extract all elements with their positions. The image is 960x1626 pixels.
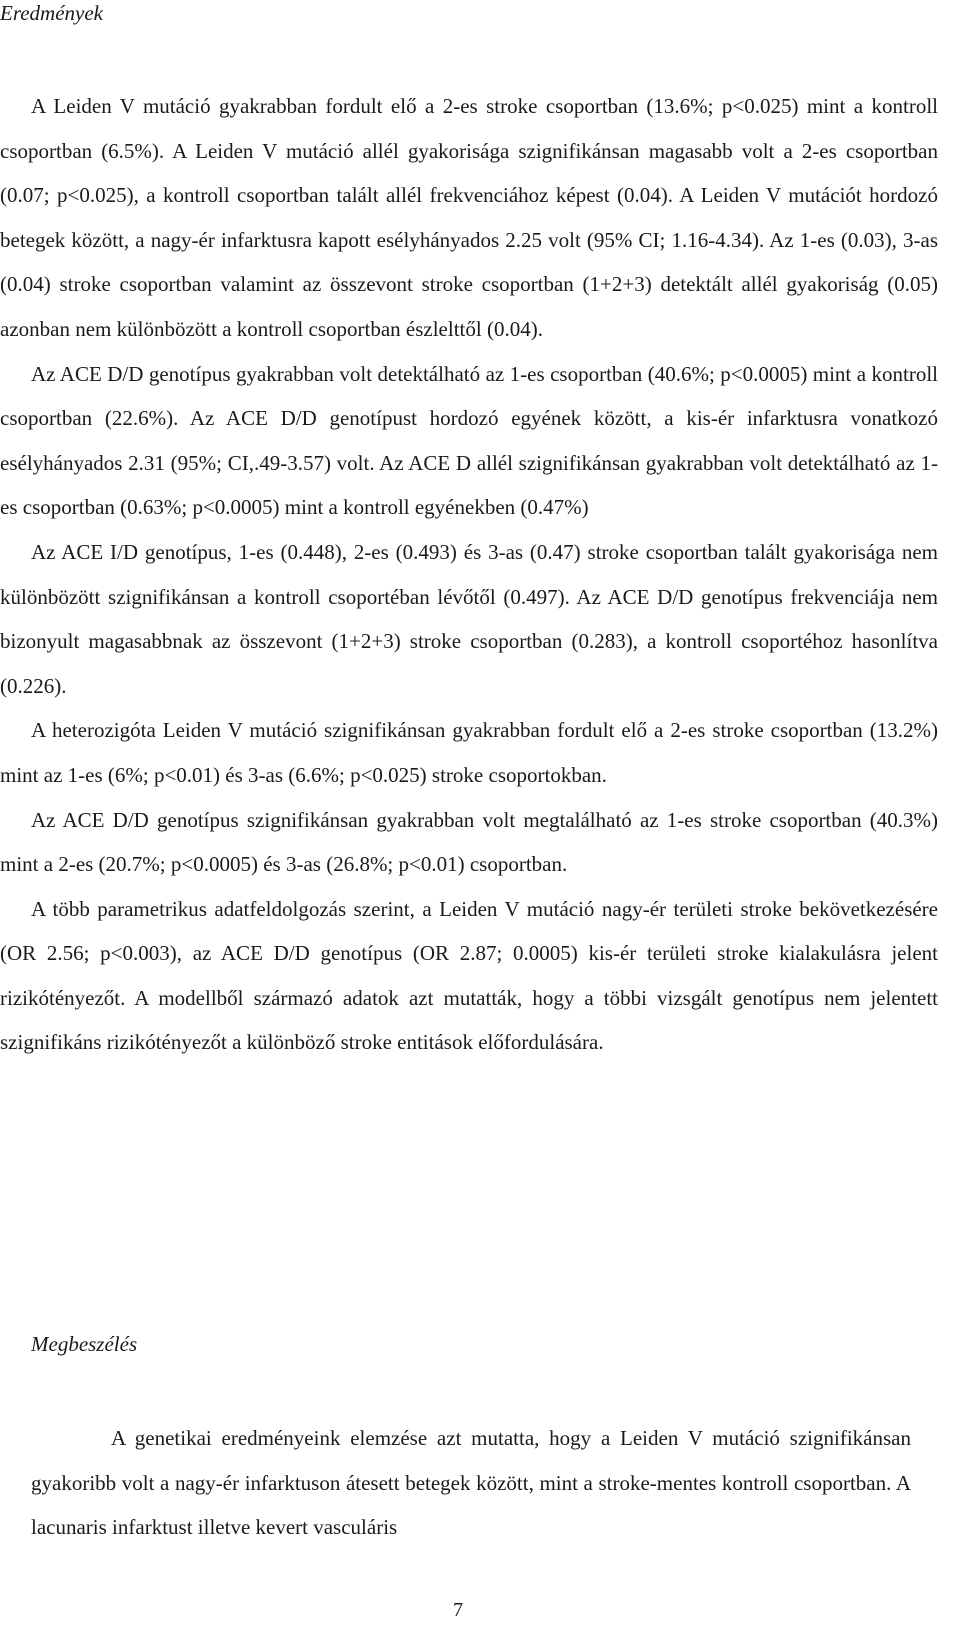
discussion-body — [31, 1416, 911, 1550]
results-paragraph: A Leiden V mutáció gyakrabban fordult elő a 2-es stroke csoportban (13.6%; p<0.025) mint a kontroll csoportban (6.5%). A Leiden V mutáció allél gyakorisága szignifikánsan magasabb volt a 2-es csoportban (0.07; p<0.025), a kontroll csoportban talált allél frekvenciához képest (0.04). A Leiden V mutációt hordozó betegek között, a nagy-ér infarktusra kapott esélyhányados 2.25 volt (95% CI; 1.16-4.34). Az 1-es (0.03), 3-as (0.04) stroke csoportban valamint az összevont stroke csoportban (1+2+3) detektált allél gyakoriság (0.05) azonban nem különbözött a kontroll csoportban észlelttől (0.04). — [0, 94, 938, 341]
discussion-heading: Megbeszélés — [31, 1332, 138, 1356]
results-paragraph: A heterozigóta Leiden V mutáció szignifikánsan gyakrabban fordult elő a 2-es stroke csoportban (13.2%) mint az 1-es (6%; p<0.01) és 3-as (6.6%; p<0.025) stroke csoportokban. — [0, 718, 938, 787]
results-heading: Eredmények — [0, 1, 103, 25]
results-paragraph: Az ACE I/D genotípus, 1-es (0.448), 2-es (0.493) és 3-as (0.47) stroke csoportban talált gyakorisága nem különbözött szignifikánsan a kontroll csoportéban lévőtől (0.497). Az ACE D/D genotípus frekvenciája nem bizonyult magasabbnak az összevont (1+2+3) stroke csoportban (0.283), a kontroll csoportéhoz hasonlítva (0.226). — [0, 539, 938, 698]
results-paragraph: Az ACE D/D genotípus szignifikánsan gyakrabban volt megtalálható az 1-es stroke csoportban (40.3%) mint a 2-es (20.7%; p<0.0005) és 3-as (26.8%; p<0.01) csoportban. — [0, 807, 938, 877]
results-body — [0, 84, 938, 1065]
discussion-paragraph: A genetikai eredményeink elemzése azt mutatta, hogy a Leiden V mutáció szignifikánsan gyakoribb volt a nagy-ér infarktuson átesett betegek között, mint a stroke-mentes kontroll csoportban. A lacunaris infarktust illetve kevert vasculáris — [31, 1426, 911, 1540]
results-paragraph: Az ACE D/D genotípus gyakrabban volt detektálható az 1-es csoportban (40.6%; p<0.0005) mint a kontroll csoportban (22.6%). Az ACE D/D genotípust hordozó egyének között, a kis-ér infarktusra vonatkozó esélyhányados 2.31 (95%; CI,.49-3.57) volt. Az ACE D allél szignifikánsan gyakrabban volt detektálható az 1-es csoportban (0.63%; p<0.0005) mint a kontroll egyénekben (0.47%) — [0, 361, 938, 520]
results-paragraph: A több parametrikus adatfeldolgozás szerint, a Leiden V mutáció nagy-ér területi stroke bekövetkezésére (OR 2.56; p<0.003), az ACE D/D genotípus (OR 2.87; 0.0005) kis-ér területi stroke kialakulásra jelent rizikótényezőt. A modellből származó adatok azt mutatták, hogy a többi vizsgált genotípus nem jelentett szignifikáns rizikótényezőt a különböző stroke entitások előfordulására. — [0, 896, 938, 1055]
page-number: 7 — [453, 1599, 463, 1621]
